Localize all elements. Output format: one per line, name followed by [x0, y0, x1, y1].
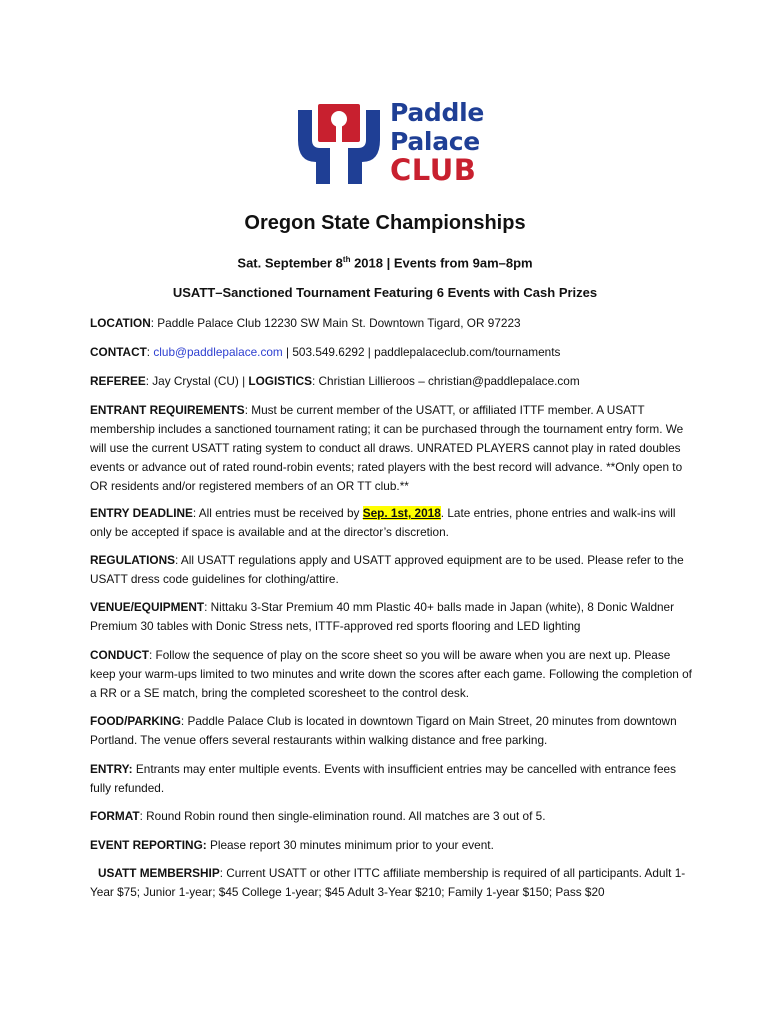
logo-word-palace: Palace — [390, 127, 480, 156]
conduct-paragraph — [90, 646, 694, 703]
membership-label: USATT MEMBERSHIP — [98, 866, 220, 880]
paddle-palace-logo-icon — [296, 104, 382, 186]
venue-label: VENUE/EQUIPMENT — [90, 600, 205, 614]
sanction-subtitle: USATT–Sanctioned Tournament Featuring 6 Events with Cash Prizes — [172, 285, 598, 300]
reporting-label: EVENT REPORTING: — [90, 838, 207, 852]
food-label: FOOD/PARKING — [90, 714, 181, 728]
entrant-requirements-paragraph — [90, 401, 694, 496]
reporting-text: Please report 30 minutes minimum prior to your event. — [206, 838, 494, 852]
entry-paragraph — [90, 760, 694, 798]
referee-text: : Jay Crystal (CU) | — [145, 374, 249, 388]
entry-deadline-paragraph — [90, 504, 694, 542]
contact-paragraph — [90, 343, 694, 362]
deadline-rest: . Late entries, phone entries and walk-ins will only be accepted if space is available and at the director’s discretion. — [90, 506, 676, 539]
venue-equipment-paragraph — [90, 598, 694, 636]
deadline-text: : All entries must be received by — [192, 506, 363, 520]
deadline-date-highlight: Sep. 1st, 2018 — [362, 506, 441, 520]
location-paragraph — [90, 314, 694, 333]
contact-rest: | 503.549.6292 | paddlepalaceclub.com/tournaments — [282, 345, 561, 359]
event-reporting-paragraph — [90, 836, 694, 855]
referee-label: REFEREE — [90, 374, 146, 388]
date-rest: 2018 | Events from 9am–8pm — [350, 255, 533, 271]
deadline-label: ENTRY DEADLINE — [90, 506, 193, 520]
logo-wordmark — [390, 98, 484, 185]
conduct-text: : Follow the sequence of play on the score sheet so you will be aware when you are next up. Please keep your warm-ups limited to two minutes and write down the scores after each game. Following the completion of a RR or a SE match, bring the completed scoresheet to the control desk. — [90, 648, 692, 700]
contact-label: CONTACT — [90, 345, 147, 359]
location-label: LOCATION — [90, 316, 151, 330]
format-label: FORMAT — [90, 809, 140, 823]
venue-text: : Nittaku 3-Star Premium 40 mm Plastic 40+ balls made in Japan (white), 8 Donic Waldner Premium 30 tables with Donic Stress nets, ITTF-approved red sports flooring and LED lighting — [90, 600, 675, 633]
format-text: : Round Robin round then single-elimination round. All matches are 3 out of 5. — [139, 809, 546, 823]
contact-sep: : — [146, 345, 154, 359]
page-title: Oregon State Championships — [244, 212, 526, 234]
regulations-label: REGULATIONS — [90, 553, 175, 567]
regulations-text: : All USATT regulations apply and USATT approved equipment are to be used. Please refer to the USATT dress code guidelines for clothing/attire. — [90, 553, 684, 586]
date-prefix: Sat. September 8 — [237, 255, 343, 271]
location-text: : Paddle Palace Club 12230 SW Main St. Downtown Tigard, OR 97223 — [150, 316, 521, 330]
usatt-membership-paragraph — [90, 864, 694, 902]
referee-paragraph — [90, 372, 694, 391]
food-parking-paragraph — [90, 712, 694, 750]
logistics-text: : Christian Lillieroos – christian@paddlepalace.com — [311, 374, 580, 388]
entry-label: ENTRY: — [90, 762, 133, 776]
conduct-label: CONDUCT — [90, 648, 149, 662]
membership-text: : Current USATT or other ITTC affiliate membership is required of all participants. Adult 1-Year $75; Junior 1-year; $45 College 1-year; $45 Adult 3-Year $210; Family 1-year $150; Pass $20 — [90, 866, 686, 899]
regulations-paragraph — [90, 551, 694, 589]
food-text: : Paddle Palace Club is located in downtown Tigard on Main Street, 20 minutes from downtown Portland. The venue offers several restaurants within walking distance and free parking. — [90, 714, 677, 747]
format-paragraph — [90, 807, 694, 826]
paddle-palace-club-logo — [296, 98, 485, 190]
logistics-label: LOGISTICS — [248, 374, 312, 388]
entry-text: Entrants may enter multiple events. Events with insufficient entries may be cancelled with entrance fees fully refunded. — [90, 762, 676, 795]
entrant-label: ENTRANT REQUIREMENTS — [90, 403, 245, 417]
logo-word-club: CLUB — [390, 153, 477, 187]
event-date-line — [0, 255, 770, 270]
date-superscript: th — [342, 255, 351, 264]
logo-word-paddle: Paddle — [390, 98, 485, 127]
entrant-text: : Must be current member of the USATT, or affiliated ITTF member. A USATT membership includes a sanctioned tournament rating; it can be purchased through the tournament entry form. We will use the current USATT rating system to conduct all draws. UNRATED PLAYERS cannot play in rated doubles events or advance out of rated round-robin events; rated players with the best record will advance. **Only open to OR residents and/or registered members of an OR TT club.** — [90, 403, 684, 493]
contact-email-link[interactable]: club@paddlepalace.com — [153, 345, 283, 359]
